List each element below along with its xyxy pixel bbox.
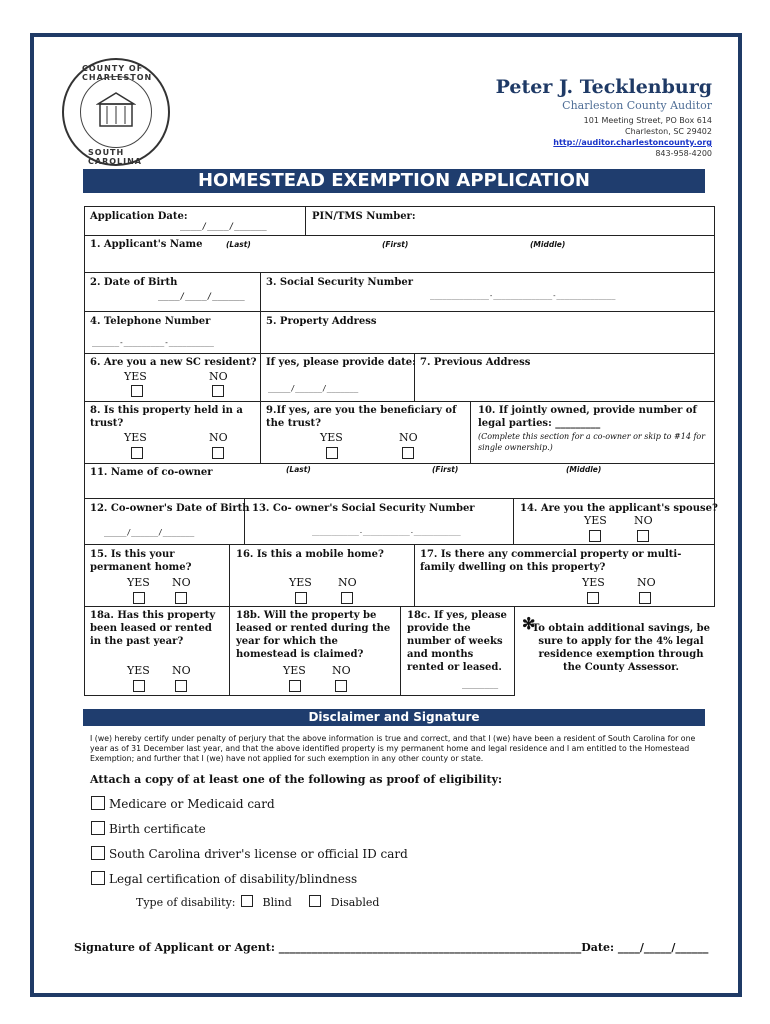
permanent-no-label: NO: [172, 576, 191, 589]
co-owner-name-label: 11. Name of co-owner: [90, 467, 213, 478]
proof-item[interactable]: [91, 821, 206, 836]
weeks-rented-label: 18c. If yes, please provide the number of weeks and months rented or leased.: [407, 610, 507, 673]
new-resident-yes-label: YES: [124, 370, 147, 383]
telephone-blank: ______-_________-__________: [92, 338, 214, 347]
blind-checkbox[interactable]: [241, 895, 253, 907]
trust-no-label: NO: [209, 431, 228, 444]
spouse-no-checkbox[interactable]: [637, 530, 649, 542]
drivers-license-checkbox[interactable]: [91, 846, 105, 860]
property-address-label: 5. Property Address: [266, 316, 377, 327]
mobile-no-checkbox[interactable]: [341, 592, 353, 604]
proof-item[interactable]: [91, 871, 357, 886]
resident-date-label: If yes, please provide date:: [266, 357, 416, 368]
name-middle-caption: (Middle): [530, 240, 566, 249]
proof-item[interactable]: [91, 846, 408, 861]
date-of-birth-label: 2. Date of Birth: [90, 277, 178, 288]
signature-line[interactable]: Signature of Applicant or Agent: _______________________________________________________Date: ____/_____/______: [74, 941, 709, 954]
proof-label: Medicare or Medicaid card: [109, 797, 275, 811]
seal-text-top: COUNTY OF CHARLESTON: [82, 64, 153, 82]
co-owner-dob-label: 12. Co-owner's Date of Birth: [90, 503, 250, 514]
mobile-home-label: 16. Is this a mobile home?: [236, 549, 384, 560]
name-first-caption: (First): [382, 240, 409, 249]
trust-yes-label: YES: [124, 431, 147, 444]
leased-yes-checkbox[interactable]: [133, 680, 145, 692]
claimed-yes-label: YES: [283, 664, 306, 677]
savings-note: To obtain additional savings, be sure to apply for the 4% legal residence exemption through the County Assessor.: [531, 623, 711, 673]
spouse-label: 14. Are you the applicant's spouse?: [520, 503, 718, 514]
leased-no-checkbox[interactable]: [175, 680, 187, 692]
claimed-yes-checkbox[interactable]: [289, 680, 301, 692]
co-last-caption: (Last): [286, 465, 311, 474]
disability-type-row: [136, 895, 379, 909]
application-date-blank: ____/____/______: [180, 222, 267, 232]
beneficiary-yes-checkbox[interactable]: [326, 447, 338, 459]
new-resident-no-label: NO: [209, 370, 228, 383]
commercial-yes-label: YES: [582, 576, 605, 589]
co-owner-ssn-label: 13. Co- owner's Social Security Number: [252, 503, 475, 514]
mobile-yes-checkbox[interactable]: [295, 592, 307, 604]
claimed-no-label: NO: [332, 664, 351, 677]
ssn-label: 3. Social Security Number: [266, 277, 413, 288]
leased-past-year-label: 18a. Has this property been leased or rented in the past year?: [90, 610, 216, 647]
mobile-yes-label: YES: [289, 576, 312, 589]
auditor-name: Peter J. Tecklenburg: [495, 76, 712, 98]
disability-type-label: Type of disability:: [136, 896, 236, 909]
application-date-label: Application Date:: [90, 211, 188, 222]
disabled-checkbox[interactable]: [309, 895, 321, 907]
commercial-no-label: NO: [637, 576, 656, 589]
commercial-label: 17. Is there any commercial property or multi-family dwelling on this property?: [420, 549, 682, 573]
new-resident-label: 6. Are you a new SC resident?: [90, 357, 257, 368]
disclaimer-text: I (we) hereby certify under penalty of perjury that the above information is true and correct, and that I (we) have been a resident of South Carolina for one year as of 31 December last year, and that the above identified property is my permanent home and legal residence and I am entitled to the Homestead Exemption; and further that I (we) have not applied for such exemption in any other county or state.: [90, 734, 696, 763]
permanent-home-label: 15. Is this your permanent home?: [90, 549, 192, 573]
permanent-yes-checkbox[interactable]: [133, 592, 145, 604]
star-icon: ✻: [522, 614, 536, 633]
beneficiary-no-label: NO: [399, 431, 418, 444]
permanent-yes-label: YES: [127, 576, 150, 589]
seal-text-bottom: SOUTH CAROLINA: [88, 148, 142, 166]
auditor-website-link[interactable]: http://auditor.charlestoncounty.org: [553, 138, 712, 147]
form-title: HOMESTEAD EXEMPTION APPLICATION: [83, 169, 705, 193]
ssn-blank: ______________-______________-______________: [430, 292, 616, 300]
spouse-yes-label: YES: [584, 514, 607, 527]
commercial-yes-checkbox[interactable]: [587, 592, 599, 604]
leased-yes-label: YES: [127, 664, 150, 677]
telephone-label: 4. Telephone Number: [90, 316, 211, 327]
proof-label: Legal certification of disability/blindness: [109, 872, 358, 886]
resident-date-blank: _____/______/_______: [268, 384, 359, 393]
disability-cert-checkbox[interactable]: [91, 871, 105, 885]
proof-label: South Carolina driver's license or official ID card: [109, 847, 408, 861]
auditor-phone: 843-958-4200: [655, 149, 712, 158]
proof-item[interactable]: [91, 796, 275, 811]
county-seal: [62, 58, 170, 166]
co-owner-ssn-blank: ____________-____________-____________: [312, 528, 461, 536]
leased-no-label: NO: [172, 664, 191, 677]
leased-claimed-label: 18b. Will the property be leased or rented during the year for which the homestead is claimed?: [236, 610, 391, 660]
co-first-caption: (First): [432, 465, 459, 474]
birth-certificate-checkbox[interactable]: [91, 821, 105, 835]
beneficiary-no-checkbox[interactable]: [402, 447, 414, 459]
name-last-caption: (Last): [226, 240, 251, 249]
disclaimer-title: Disclaimer and Signature: [83, 709, 705, 726]
seal-building-icon: [96, 90, 136, 130]
new-resident-no-checkbox[interactable]: [212, 385, 224, 397]
mobile-no-label: NO: [338, 576, 357, 589]
blind-label: Blind: [262, 896, 292, 909]
co-owner-dob-blank: _____/______/_______: [104, 528, 195, 537]
proof-title: Attach a copy of at least one of the following as proof of eligibility:: [90, 773, 503, 786]
date-of-birth-blank: ____/____/______: [158, 292, 245, 302]
beneficiary-label: 9.If yes, are you the beneficiary of the trust?: [266, 405, 457, 429]
disabled-label: Disabled: [330, 896, 380, 909]
beneficiary-yes-label: YES: [320, 431, 343, 444]
trust-no-checkbox[interactable]: [212, 447, 224, 459]
new-resident-yes-checkbox[interactable]: [131, 385, 143, 397]
auditor-title: Charleston County Auditor: [562, 99, 712, 112]
spouse-no-label: NO: [634, 514, 653, 527]
proof-label: Birth certificate: [109, 822, 206, 836]
address-line-2: Charleston, SC 29402: [624, 127, 712, 136]
commercial-no-checkbox[interactable]: [639, 592, 651, 604]
previous-address-label: 7. Previous Address: [420, 357, 531, 368]
pin-tms-label: PIN/TMS Number:: [312, 211, 416, 222]
claimed-no-checkbox[interactable]: [335, 680, 347, 692]
weeks-rented-blank: ________: [462, 680, 499, 689]
joint-owners-label: 10. If jointly owned, provide number of legal parties: _________: [478, 405, 697, 429]
spouse-yes-checkbox[interactable]: [589, 530, 601, 542]
trust-yes-checkbox[interactable]: [131, 447, 143, 459]
permanent-no-checkbox[interactable]: [175, 592, 187, 604]
co-middle-caption: (Middle): [566, 465, 602, 474]
joint-owners-note: (Complete this section for a co-owner or skip to #14 for single ownership.): [478, 432, 706, 452]
address-line-1: 101 Meeting Street, PO Box 614: [583, 116, 712, 125]
medicare-checkbox[interactable]: [91, 796, 105, 810]
applicant-name-label: 1. Applicant's Name: [90, 239, 203, 250]
trust-label: 8. Is this property held in a trust?: [90, 405, 243, 429]
